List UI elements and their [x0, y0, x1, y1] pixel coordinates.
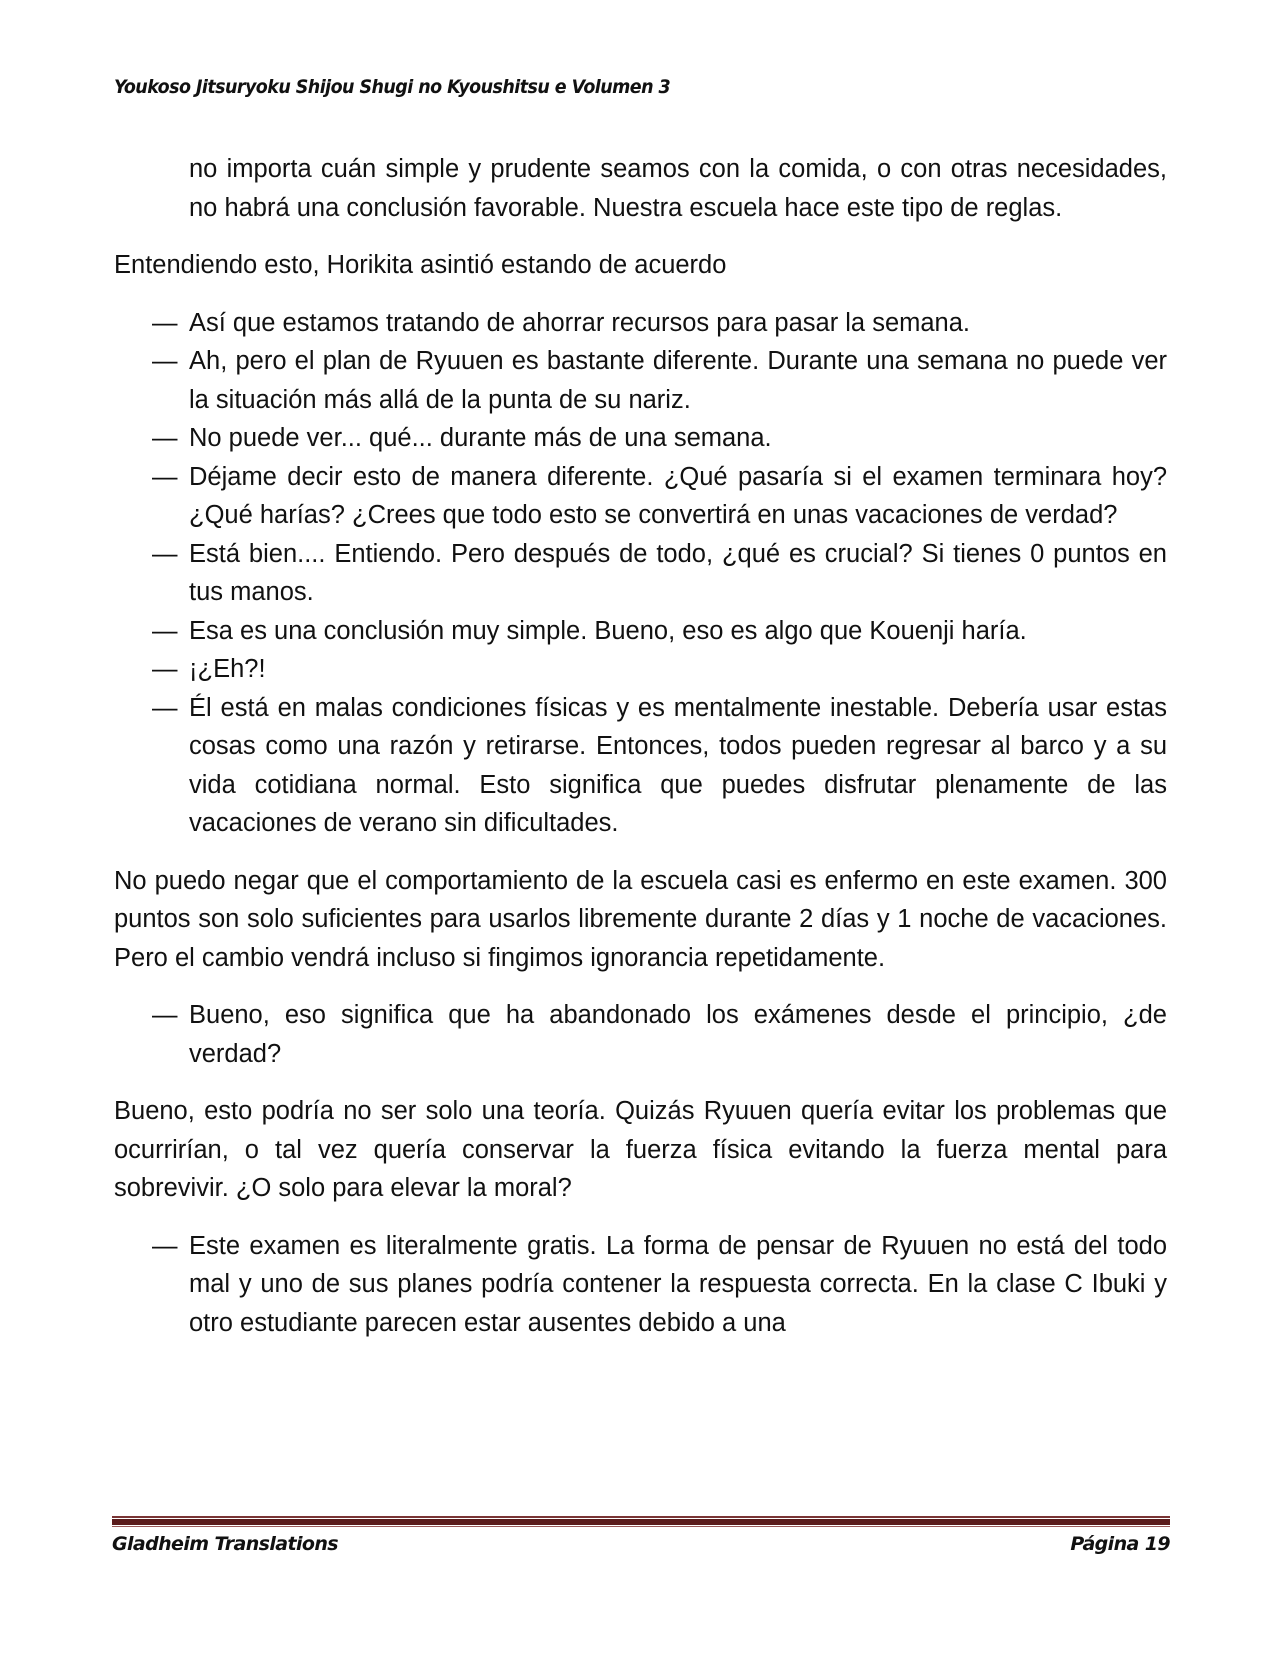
footer-rule — [112, 1526, 1170, 1527]
page-number: Página 19 — [1070, 1533, 1170, 1555]
dialogue-line: — Déjame decir esto de manera diferente. ¿Qué pasaría si el examen terminara hoy? ¿Qué harías? ¿Crees que todo esto se convertirá en unas vacaciones de verdad? — [114, 458, 1167, 535]
em-dash: — — [152, 539, 178, 568]
dialogue-block — [114, 996, 1167, 1073]
em-dash: — — [152, 616, 178, 645]
em-dash: — — [152, 1231, 178, 1260]
dialogue-line: — Este examen es literalmente gratis. La forma de pensar de Ryuuen no está del todo mal y uno de sus planes podría contener la respuesta correcta. En la clase C Ibuki y otro estudiante parecen estar ausentes debido a una — [114, 1227, 1167, 1343]
paragraph: Entendiendo esto, Horikita asintió estando de acuerdo — [114, 251, 727, 279]
footer-rule — [112, 1516, 1170, 1518]
dialogue-line: — Está bien.... Entiendo. Pero después de todo, ¿qué es crucial? Si tienes 0 puntos en tus manos. — [114, 535, 1167, 612]
dialogue-line: — Ah, pero el plan de Ryuuen es bastante diferente. Durante una semana no puede ver la situación más allá de la punta de su nariz. — [114, 342, 1167, 419]
dialogue-block — [114, 304, 1167, 843]
dialogue-line: — Bueno, eso significa que ha abandonado los exámenes desde el principio, ¿de verdad? — [114, 996, 1167, 1073]
running-header-title: Youkoso Jitsuryoku Shijou Shugi no Kyoushitsu e Volumen 3 — [114, 76, 671, 98]
em-dash: — — [152, 424, 178, 452]
paragraph-continuation: no importa cuán simple y prudente seamos con la comida, o con otras necesidades, no habrá una conclusión favorable. Nuestra escuela hace este tipo de reglas. — [189, 155, 1167, 222]
em-dash: — — [152, 462, 178, 491]
dialogue-block — [114, 1227, 1167, 1343]
em-dash: — — [152, 655, 178, 683]
em-dash: — — [152, 308, 178, 337]
running-footer — [112, 1516, 1170, 1555]
dialogue-line: — Así que estamos tratando de ahorrar recursos para pasar la semana. — [114, 304, 1167, 343]
dialogue-line: — Él está en malas condiciones físicas y es mentalmente inestable. Debería usar estas cosas como una razón y retirarse. Entonces, todos pueden regresar al barco y a su vida cotidiana normal. Esto significa que puedes disfrutar plenamente de las vacaciones de verano sin dificultades. — [114, 689, 1167, 843]
em-dash: — — [152, 693, 178, 722]
dialogue-line: — ¡¿Eh?! — [114, 650, 1167, 689]
publisher-name: Gladheim Translations — [112, 1533, 338, 1555]
em-dash: — — [152, 1001, 178, 1029]
dialogue-line: — No puede ver... qué... durante más de una semana. — [114, 419, 1167, 458]
em-dash: — — [152, 347, 178, 375]
paragraph: No puedo negar que el comportamiento de la escuela casi es enfermo en este examen. 300 puntos son solo suficientes para usarlos libremente durante 2 días y 1 noche de vacaciones. Pero el cambio vendrá incluso si fingimos ignorancia repetidamente. — [114, 866, 1167, 972]
footer-row — [112, 1533, 1170, 1555]
paragraph: Bueno, esto podría no ser solo una teoría. Quizás Ryuuen quería evitar los problemas que ocurrirían, o tal vez quería conservar la fuerza física evitando la fuerza mental para sobrevivir. ¿O solo para elevar la moral? — [114, 1097, 1167, 1202]
footer-rule — [112, 1519, 1170, 1525]
body-text — [114, 150, 1167, 1361]
dialogue-line: — Esa es una conclusión muy simple. Bueno, eso es algo que Kouenji haría. — [114, 612, 1167, 651]
